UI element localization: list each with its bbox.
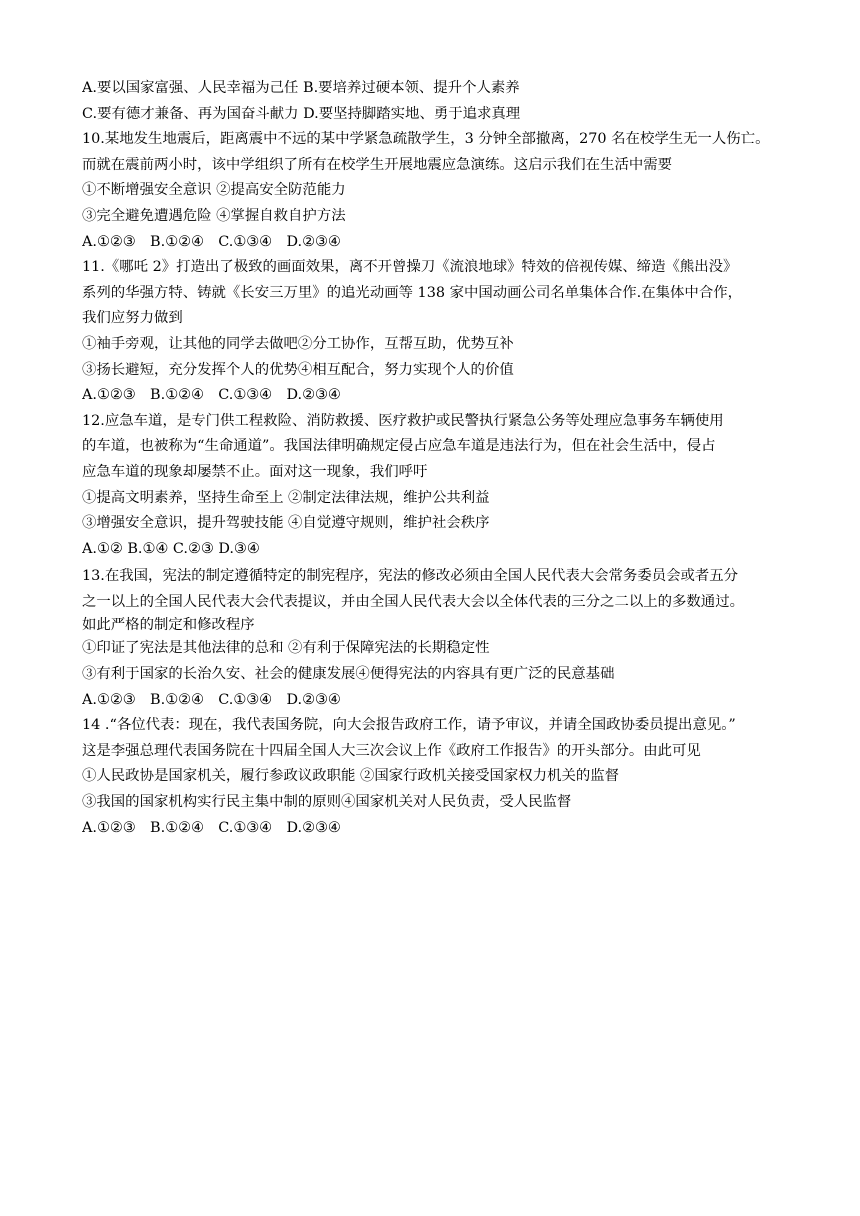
q10-answer-options: A.①②③ B.①②④ C.①③④ D.②③④ — [82, 233, 341, 250]
q14-stem-line-2: 这是李强总理代表国务院在十四届全国人大三次会议上作《政府工作报告》的开头部分。由此可见 — [82, 742, 701, 759]
q12-statements-1-2: ①提高文明素养，坚持生命至上 ②制定法律法规，维护公共利益 — [82, 489, 490, 506]
q14-statements-3-4: ③我国的国家机构实行民主集中制的原则④国家机关对人民负责，受人民监督 — [82, 794, 572, 811]
q13-statements-3-4: ③有利于国家的长治久安、社会的健康发展④便得宪法的内容具有更广泛的民意基础 — [82, 666, 615, 683]
q10-stem-line-2: 而就在震前两小时，该中学组织了所有在校学生开展地震应急演练。这启示我们在生活中需要 — [82, 156, 673, 173]
q14-answer-options: A.①②③ B.①②④ C.①③④ D.②③④ — [82, 819, 341, 836]
q10-stem-line-1: 10.某地发生地震后，距离震中不远的某中学紧急疏散学生，3 分钟全部撤离，270 名在校学生无一人伤亡。 — [82, 131, 770, 148]
q14-statements-1-2: ①人民政协是国家机关，履行参政议政职能 ②国家行政机关接受国家权力机关的监督 — [82, 768, 620, 785]
exam-page — [82, 76, 802, 841]
q9-options-ab: A.要以国家富强、人民幸福为己任 B.要培养过硬本领、提升个人素养 — [82, 80, 520, 96]
q13-answer-options: A.①②③ B.①②④ C.①③④ D.②③④ — [82, 691, 341, 708]
q14-stem-line-1: 14 .“各位代表：现在，我代表国务院，向大会报告政府工作，请予审议，并请全国政协委员提出意见。” — [82, 717, 736, 734]
q10-statements-1-2: ①不断增强安全意识 ②提高安全防范能力 — [82, 182, 346, 199]
q11-answer-options: A.①②③ B.①②④ C.①③④ D.②③④ — [82, 387, 341, 404]
q13-statements-1-2: ①印证了宪法是其他法律的总和 ②有利于保障宪法的长期稳定性 — [82, 640, 490, 657]
q13-stem-line-2: 之一以上的全国人民代表大会代表提议，并由全国人民代表大会以全体代表的三分之二以上的多数通过。 — [82, 593, 744, 610]
q9-options-cd: C.要有德才兼备、再为国奋斗献力 D.要坚持脚踏实地、勇于追求真理 — [82, 105, 521, 122]
q10-statements-3-4: ③完全避免遭遇危险 ④掌握自救自护方法 — [82, 207, 346, 224]
q13-stem-line-1: 13.在我国，宪法的制定遵循特定的制宪程序，宪法的修改必须由全国人民代表大会常务委员会或者五分 — [82, 568, 739, 585]
q13-stem-line-3: 如此严格的制定和修改程序 — [82, 617, 255, 634]
q11-stem-line-2: 系列的华强方特、铸就《长安三万里》的追光动画等 138 家中国动画公司名单集体合作.在集体中合作， — [82, 284, 742, 301]
q11-statements-1-2: ①袖手旁观，让其他的同学去做吧②分工协作，互帮互助，优势互补 — [82, 335, 514, 352]
q11-stem-line-1: 11.《哪吒 2》打造出了极致的画面效果，离不开曾操刀《流浪地球》特效的倍视传媒、缔造《熊出没》 — [82, 259, 738, 276]
q12-stem-line-3: 应急车道的现象却屡禁不止。面对这一现象，我们呼吁 — [82, 463, 428, 480]
q12-stem-line-1: 12.应急车道，是专门供工程救险、消防救援、医疗救护或民警执行紧急公务等处理应急事务车辆使用 — [82, 412, 724, 429]
q12-answer-options: A.①② B.①④ C.②③ D.③④ — [82, 540, 260, 557]
q11-statements-3-4: ③扬长避短，充分发挥个人的优势④相互配合，努力实现个人的价值 — [82, 361, 514, 378]
q11-stem-line-3: 我们应努力做到 — [82, 310, 183, 327]
q12-statements-3-4: ③增强安全意识，提升驾驶技能 ④自觉遵守规则，维护社会秩序 — [82, 515, 490, 532]
q12-stem-line-2: 的车道，也被称为“生命通道”。我国法律明确规定侵占应急车道是违法行为，但在社会生活中，侵占 — [82, 438, 716, 455]
